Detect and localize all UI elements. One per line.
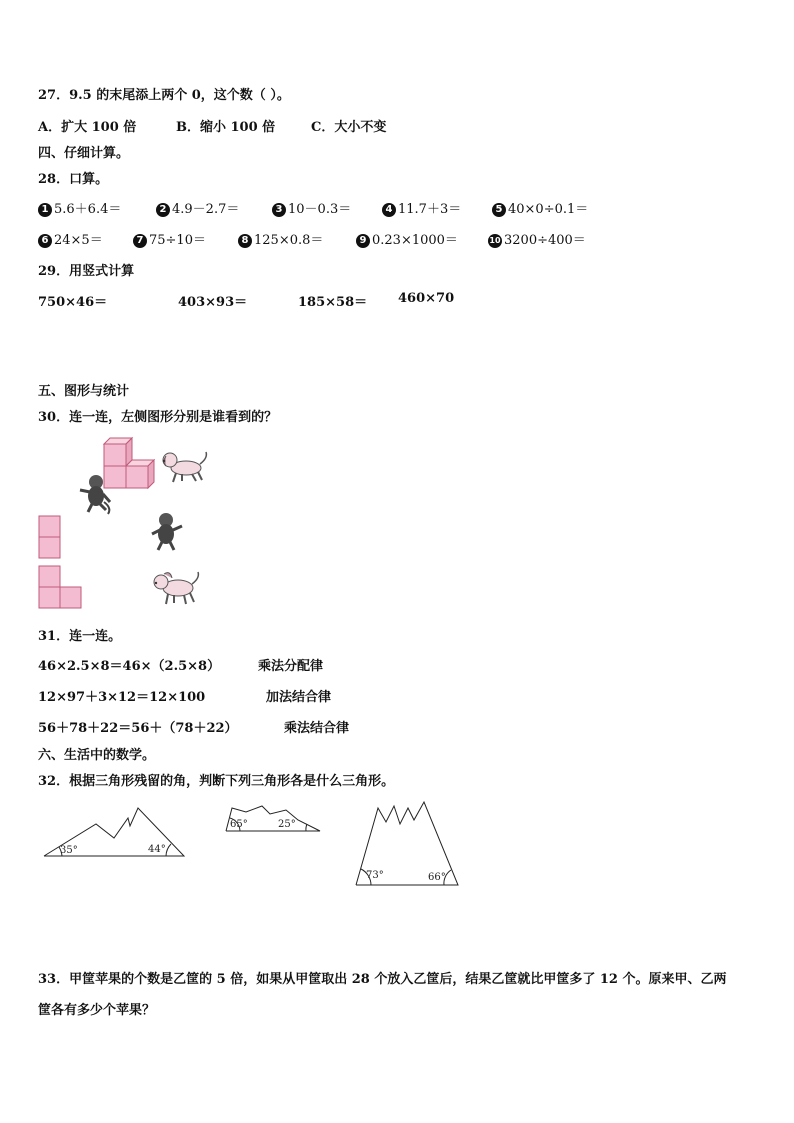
question-32-title: 32．根据三角形残留的角，判断下列三角形各是什么三角形。	[38, 774, 395, 789]
question-30-title: 30．连一连，左侧图形分别是谁看到的？	[38, 410, 278, 425]
q28-expr-2: 4.9－2.7＝	[172, 202, 240, 217]
dog-icon	[154, 572, 198, 604]
q28-item-4	[382, 198, 461, 217]
view-two-squares	[39, 516, 60, 558]
q28-expr-4: 11.7＋3＝	[398, 202, 462, 217]
q31-law-1: 乘法分配律	[258, 659, 324, 674]
q31-law-2: 加法结合律	[266, 690, 332, 705]
q28-expr-6: 24×5＝	[54, 233, 103, 248]
circled-number-1: 1	[38, 203, 52, 217]
q28-expr-10: 3200÷400＝	[504, 233, 586, 248]
angle-label-44: 44°	[148, 844, 166, 855]
q29-item-1: 750×46＝	[38, 295, 108, 310]
q28-expr-3: 10－0.3＝	[288, 202, 352, 217]
q28-expr-5: 40×0÷0.1＝	[508, 202, 589, 217]
question-29-title: 29．用竖式计算	[38, 264, 135, 279]
circled-number-7: 7	[133, 234, 147, 248]
question-33-line-2: 筐各有多少个苹果？	[38, 1003, 156, 1018]
circled-number-10: 10	[488, 234, 502, 248]
question-28-title: 28．口算。	[38, 172, 109, 187]
q27-option-a: A．扩大 100 倍	[38, 120, 137, 135]
q28-item-8	[238, 229, 323, 248]
angle-label-25: 25°	[278, 819, 296, 830]
circled-number-4: 4	[382, 203, 396, 217]
circled-number-2: 2	[156, 203, 170, 217]
question-31-title: 31．连一连。	[38, 629, 122, 644]
q29-item-2: 403×93＝	[178, 295, 248, 310]
angle-label-35: 35°	[60, 845, 78, 856]
q31-equation-2: 12×97＋3×12＝12×100	[38, 690, 206, 705]
q28-item-7	[133, 229, 206, 248]
dog-icon	[163, 452, 207, 482]
q28-expr-7: 75÷10＝	[149, 233, 206, 248]
view-l-shape	[39, 566, 81, 608]
q28-item-1	[38, 198, 121, 217]
section-6-heading: 六、生活中的数学。	[38, 748, 156, 763]
q31-equation-1: 46×2.5×8＝46×（2.5×8）	[38, 659, 221, 674]
circled-number-8: 8	[238, 234, 252, 248]
q28-expr-1: 5.6＋6.4＝	[54, 202, 122, 217]
angle-label-66: 66°	[428, 872, 446, 883]
q30-figure	[30, 432, 230, 614]
q28-item-2	[156, 198, 239, 217]
q32-triangles	[30, 798, 480, 893]
q31-equation-3: 56＋78＋22＝56＋（78＋22）	[38, 721, 238, 736]
cube-stack-3d	[104, 438, 154, 488]
monkey-icon	[152, 513, 182, 550]
q28-item-9	[356, 229, 458, 248]
q29-item-3: 185×58＝	[298, 295, 368, 310]
section-4-heading: 四、仔细计算。	[38, 146, 130, 161]
section-5-heading: 五、图形与统计	[38, 384, 130, 399]
q28-expr-9: 0.23×1000＝	[372, 233, 458, 248]
q31-law-3: 乘法结合律	[284, 721, 350, 736]
q28-item-5	[492, 198, 588, 217]
q28-item-6	[38, 229, 103, 248]
angle-label-73: 73°	[366, 870, 384, 881]
q29-item-4: 460×70	[398, 291, 455, 306]
question-33-line-1: 33．甲筐苹果的个数是乙筐的 5 倍，如果从甲筐取出 28 个放入乙筐后，结果乙筐就比甲筐多了 12 个。原来甲、乙两	[38, 972, 727, 987]
angle-label-65: 65°	[230, 819, 248, 830]
circled-number-5: 5	[492, 203, 506, 217]
q28-item-10	[488, 229, 586, 248]
q27-option-c: C．大小不变	[311, 120, 387, 135]
circled-number-6: 6	[38, 234, 52, 248]
q28-item-3	[272, 198, 351, 217]
q27-option-b: B．缩小 100 倍	[176, 120, 276, 135]
question-27: 27．9.5 的末尾添上两个 0，这个数（ ）。	[38, 88, 290, 103]
circled-number-3: 3	[272, 203, 286, 217]
circled-number-9: 9	[356, 234, 370, 248]
q28-expr-8: 125×0.8＝	[254, 233, 324, 248]
